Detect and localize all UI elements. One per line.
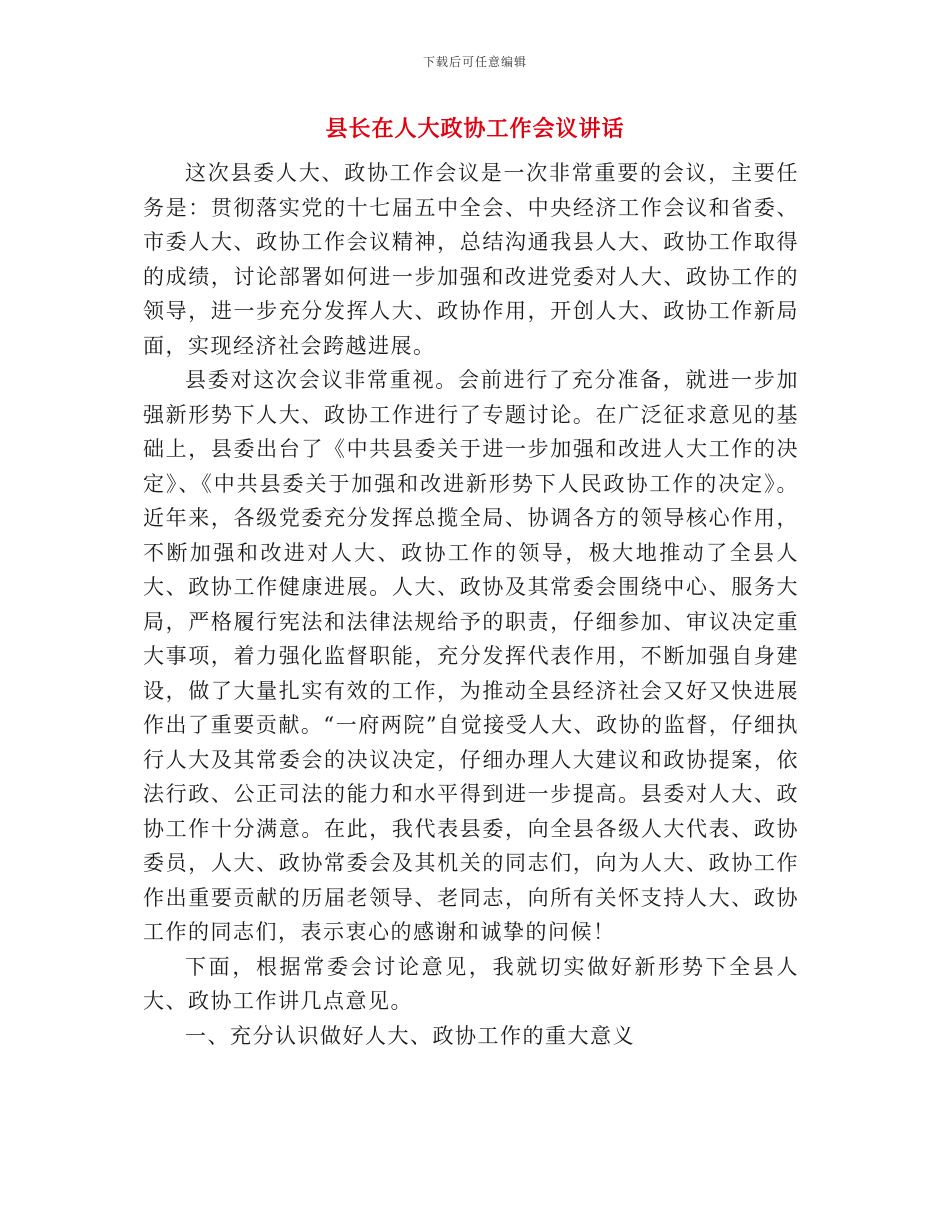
paragraph-background: 县委对这次会议非常重视。会前进行了充分准备，就进一步加强新形势下人大、政协工作进行了专题讨论。在广泛征求意见的基础上，县委出台了《中共县委关于进一步加强和改进人大工作的决定》、《中共县委关于加强和改进新形势下人民政协工作的决定》。近年来，各级党委充分发挥总揽全局、协调各方的领导核心作用，不断加强和改进对人大、政协工作的领导，极大地推动了全县人大、政协工作健康进展。人大、政协及其常委会围绕中心、服务大局，严格履行宪法和法律法规给予的职责，仔细参加、审议决定重大事项，着力强化监督职能，充分发挥代表作用，不断加强自身建设，做了大量扎实有效的工作，为推动全县经济社会又好又快进展作出了重要贡献。“一府两院”自觉接受人大、政协的监督，仔细执行人大及其常委会的决议决定，仔细办理人大建议和政协提案，依法行政、公正司法的能力和水平得到进一步提高。县委对人大、政协工作十分满意。在此，我代表县委，向全县各级人大代表、政协委员，人大、政协常委会及其机关的同志们，向为人大、政协工作作出重要贡献的历届老领导、老同志，向所有关怀支持人大、政协工作的同志们，表示衷心的感谢和诚挚的问候！ [143,368,799,944]
paragraph-intro: 这次县委人大、政协工作会议是一次非常重要的会议，主要任务是：贯彻落实党的十七届五中全会、中央经济工作会议和省委、市委人大、政协工作会议精神，总结沟通我县人大、政协工作取得的成绩，讨论部署如何进一步加强和改进党委对人大、政协工作的领导，进一步充分发挥人大、政协作用，开创人大、政协工作新局面，实现经济社会跨越进展。 [143,161,799,358]
paragraph-transition: 下面，根据常委会讨论意见，我就切实做好新形势下全县人大、政协工作讲几点意见。 [143,954,799,1013]
header-note: 下载后可任意编辑 [422,55,527,69]
document-title: 县长在人大政协工作会议讲话 [325,116,625,142]
section-heading-1: 一、充分认识做好人大、政协工作的重大意义 [185,1023,635,1048]
document-body [143,156,799,1053]
